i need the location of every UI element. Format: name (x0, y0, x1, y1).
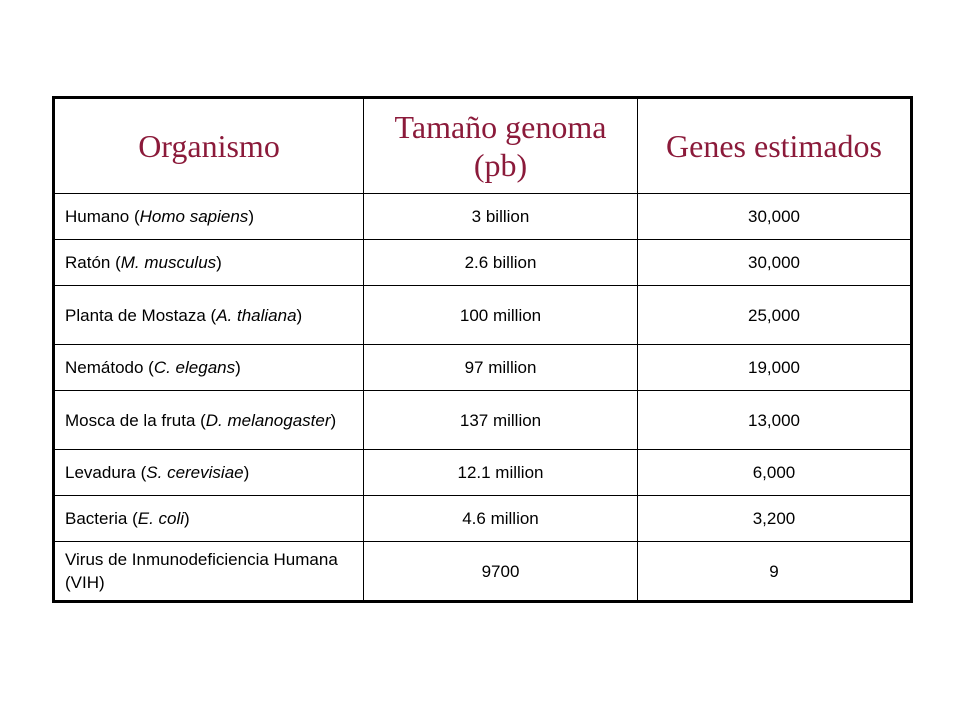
organism-scientific-name: Homo sapiens (139, 207, 249, 226)
header-row (54, 98, 912, 194)
table-header (54, 98, 912, 194)
table-row (54, 542, 912, 602)
organism-name: Ratón ( (65, 253, 121, 272)
table-row (54, 450, 912, 496)
genes-cell: 9 (638, 542, 912, 602)
genome-size-table (52, 96, 913, 603)
header-genome-size: Tamaño genoma (pb) (364, 98, 638, 194)
organism-name: Nemátodo ( (65, 358, 154, 377)
genome-size-cell: 97 million (364, 345, 638, 391)
organism-name: Levadura ( (65, 463, 147, 482)
table-body (54, 194, 912, 602)
organism-name-close: ) (248, 207, 254, 226)
organism-scientific-name: S. cerevisiae (146, 463, 244, 482)
table-row (54, 391, 912, 450)
organism-cell (54, 194, 364, 240)
organism-cell (54, 345, 364, 391)
organism-name: Humano ( (65, 207, 140, 226)
table-row (54, 286, 912, 345)
organism-scientific-name: C. elegans (153, 358, 236, 377)
organism-scientific-name: M. musculus (120, 253, 217, 272)
genes-cell: 25,000 (638, 286, 912, 345)
organism-name-close: ) (184, 509, 190, 528)
table-row (54, 345, 912, 391)
organism-cell (54, 496, 364, 542)
genes-cell: 30,000 (638, 240, 912, 286)
genome-size-cell: 137 million (364, 391, 638, 450)
organism-name-close: ) (243, 463, 250, 482)
table-row (54, 496, 912, 542)
organism-scientific-name: E. coli (137, 509, 185, 528)
genome-size-cell: 3 billion (364, 194, 638, 240)
table-row (54, 240, 912, 286)
genes-cell: 3,200 (638, 496, 912, 542)
organism-name: Mosca de la fruta ( (65, 410, 206, 430)
genes-cell: 30,000 (638, 194, 912, 240)
genome-size-cell: 9700 (364, 542, 638, 602)
organism-cell: Virus de Inmunodeficiencia Humana (VIH) (54, 542, 364, 602)
organism-name-close: ) (296, 305, 303, 325)
organism-name: Planta de Mostaza ( (65, 305, 217, 325)
organism-name-close: ) (216, 253, 222, 272)
genes-cell: 19,000 (638, 345, 912, 391)
organism-scientific-name: D. melanogaster (205, 410, 331, 430)
header-organism: Organismo (54, 98, 364, 194)
genes-cell: 13,000 (638, 391, 912, 450)
genome-size-cell: 12.1 million (364, 450, 638, 496)
genes-cell: 6,000 (638, 450, 912, 496)
genome-size-cell: 4.6 million (364, 496, 638, 542)
genome-size-cell: 2.6 billion (364, 240, 638, 286)
organism-scientific-name: A. thaliana (216, 305, 297, 325)
organism-cell (54, 450, 364, 496)
organism-cell (54, 391, 364, 450)
genome-size-cell: 100 million (364, 286, 638, 345)
table-row (54, 194, 912, 240)
organism-cell (54, 240, 364, 286)
organism-name-close: ) (235, 358, 241, 377)
header-estimated-genes: Genes estimados (638, 98, 912, 194)
organism-name-close: ) (330, 410, 337, 430)
organism-cell (54, 286, 364, 345)
organism-name: Bacteria ( (65, 509, 138, 528)
